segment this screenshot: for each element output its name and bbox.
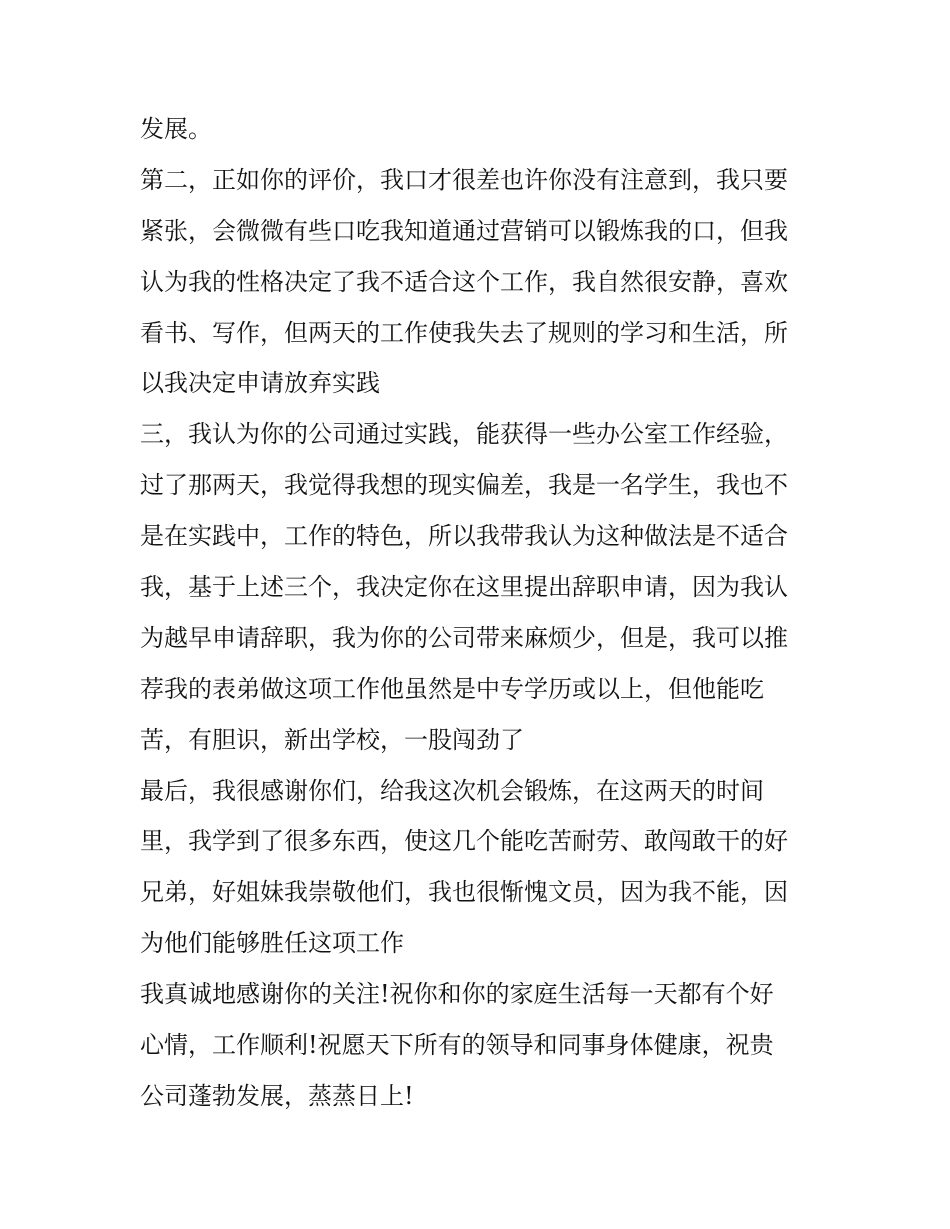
text-line: 为越早申请辞职，我为你的公司带来麻烦少，但是，我可以推	[140, 623, 788, 652]
text-line: 三，我认为你的公司通过实践，能获得一些办公室工作经验，	[140, 420, 788, 449]
text-line: 里，我学到了很多东西，使这几个能吃苦耐劳、敢闯敢干的好	[140, 827, 788, 856]
text-line: 看书、写作，但两天的工作使我失去了规则的学习和生活，所	[140, 318, 788, 347]
text-line: 兄弟，好姐妹我崇敬他们，我也很惭愧文员，因为我不能，因	[140, 878, 788, 907]
text-line: 荐我的表弟做这项工作他虽然是中专学历或以上，但他能吃	[140, 674, 764, 703]
text-line: 是在实践中，工作的特色，所以我带我认为这种做法是不适合	[140, 522, 788, 551]
text-line: 苦，有胆识，新出学校，一股闯劲了	[140, 725, 524, 754]
text-line: 紧张，会微微有些口吃我知道通过营销可以锻炼我的口，但我	[140, 216, 788, 245]
text-line: 过了那两天，我觉得我想的现实偏差，我是一名学生，我也不	[140, 471, 788, 500]
text-line: 发展。	[140, 115, 212, 143]
text-line: 最后，我很感谢你们，给我这次机会锻炼，在这两天的时间	[140, 776, 764, 805]
document-body	[140, 104, 820, 1122]
text-line: 我真诚地感谢你的关注!祝你和你的家庭生活每一天都有个好	[140, 980, 774, 1009]
text-line: 公司蓬勃发展，蒸蒸日上!	[140, 1081, 414, 1110]
text-line: 为他们能够胜任这项工作	[140, 929, 404, 958]
text-line: 我，基于上述三个，我决定你在这里提出辞职申请，因为我认	[140, 573, 788, 602]
text-line: 第二，正如你的评价，我口才很差也许你没有注意到，我只要	[140, 165, 788, 194]
text-line: 认为我的性格决定了我不适合这个工作，我自然很安静，喜欢	[140, 267, 788, 296]
text-line: 心情，工作顺利!祝愿天下所有的领导和同事身体健康，祝贵	[140, 1031, 774, 1060]
text-line: 以我决定申请放弃实践	[140, 369, 380, 398]
